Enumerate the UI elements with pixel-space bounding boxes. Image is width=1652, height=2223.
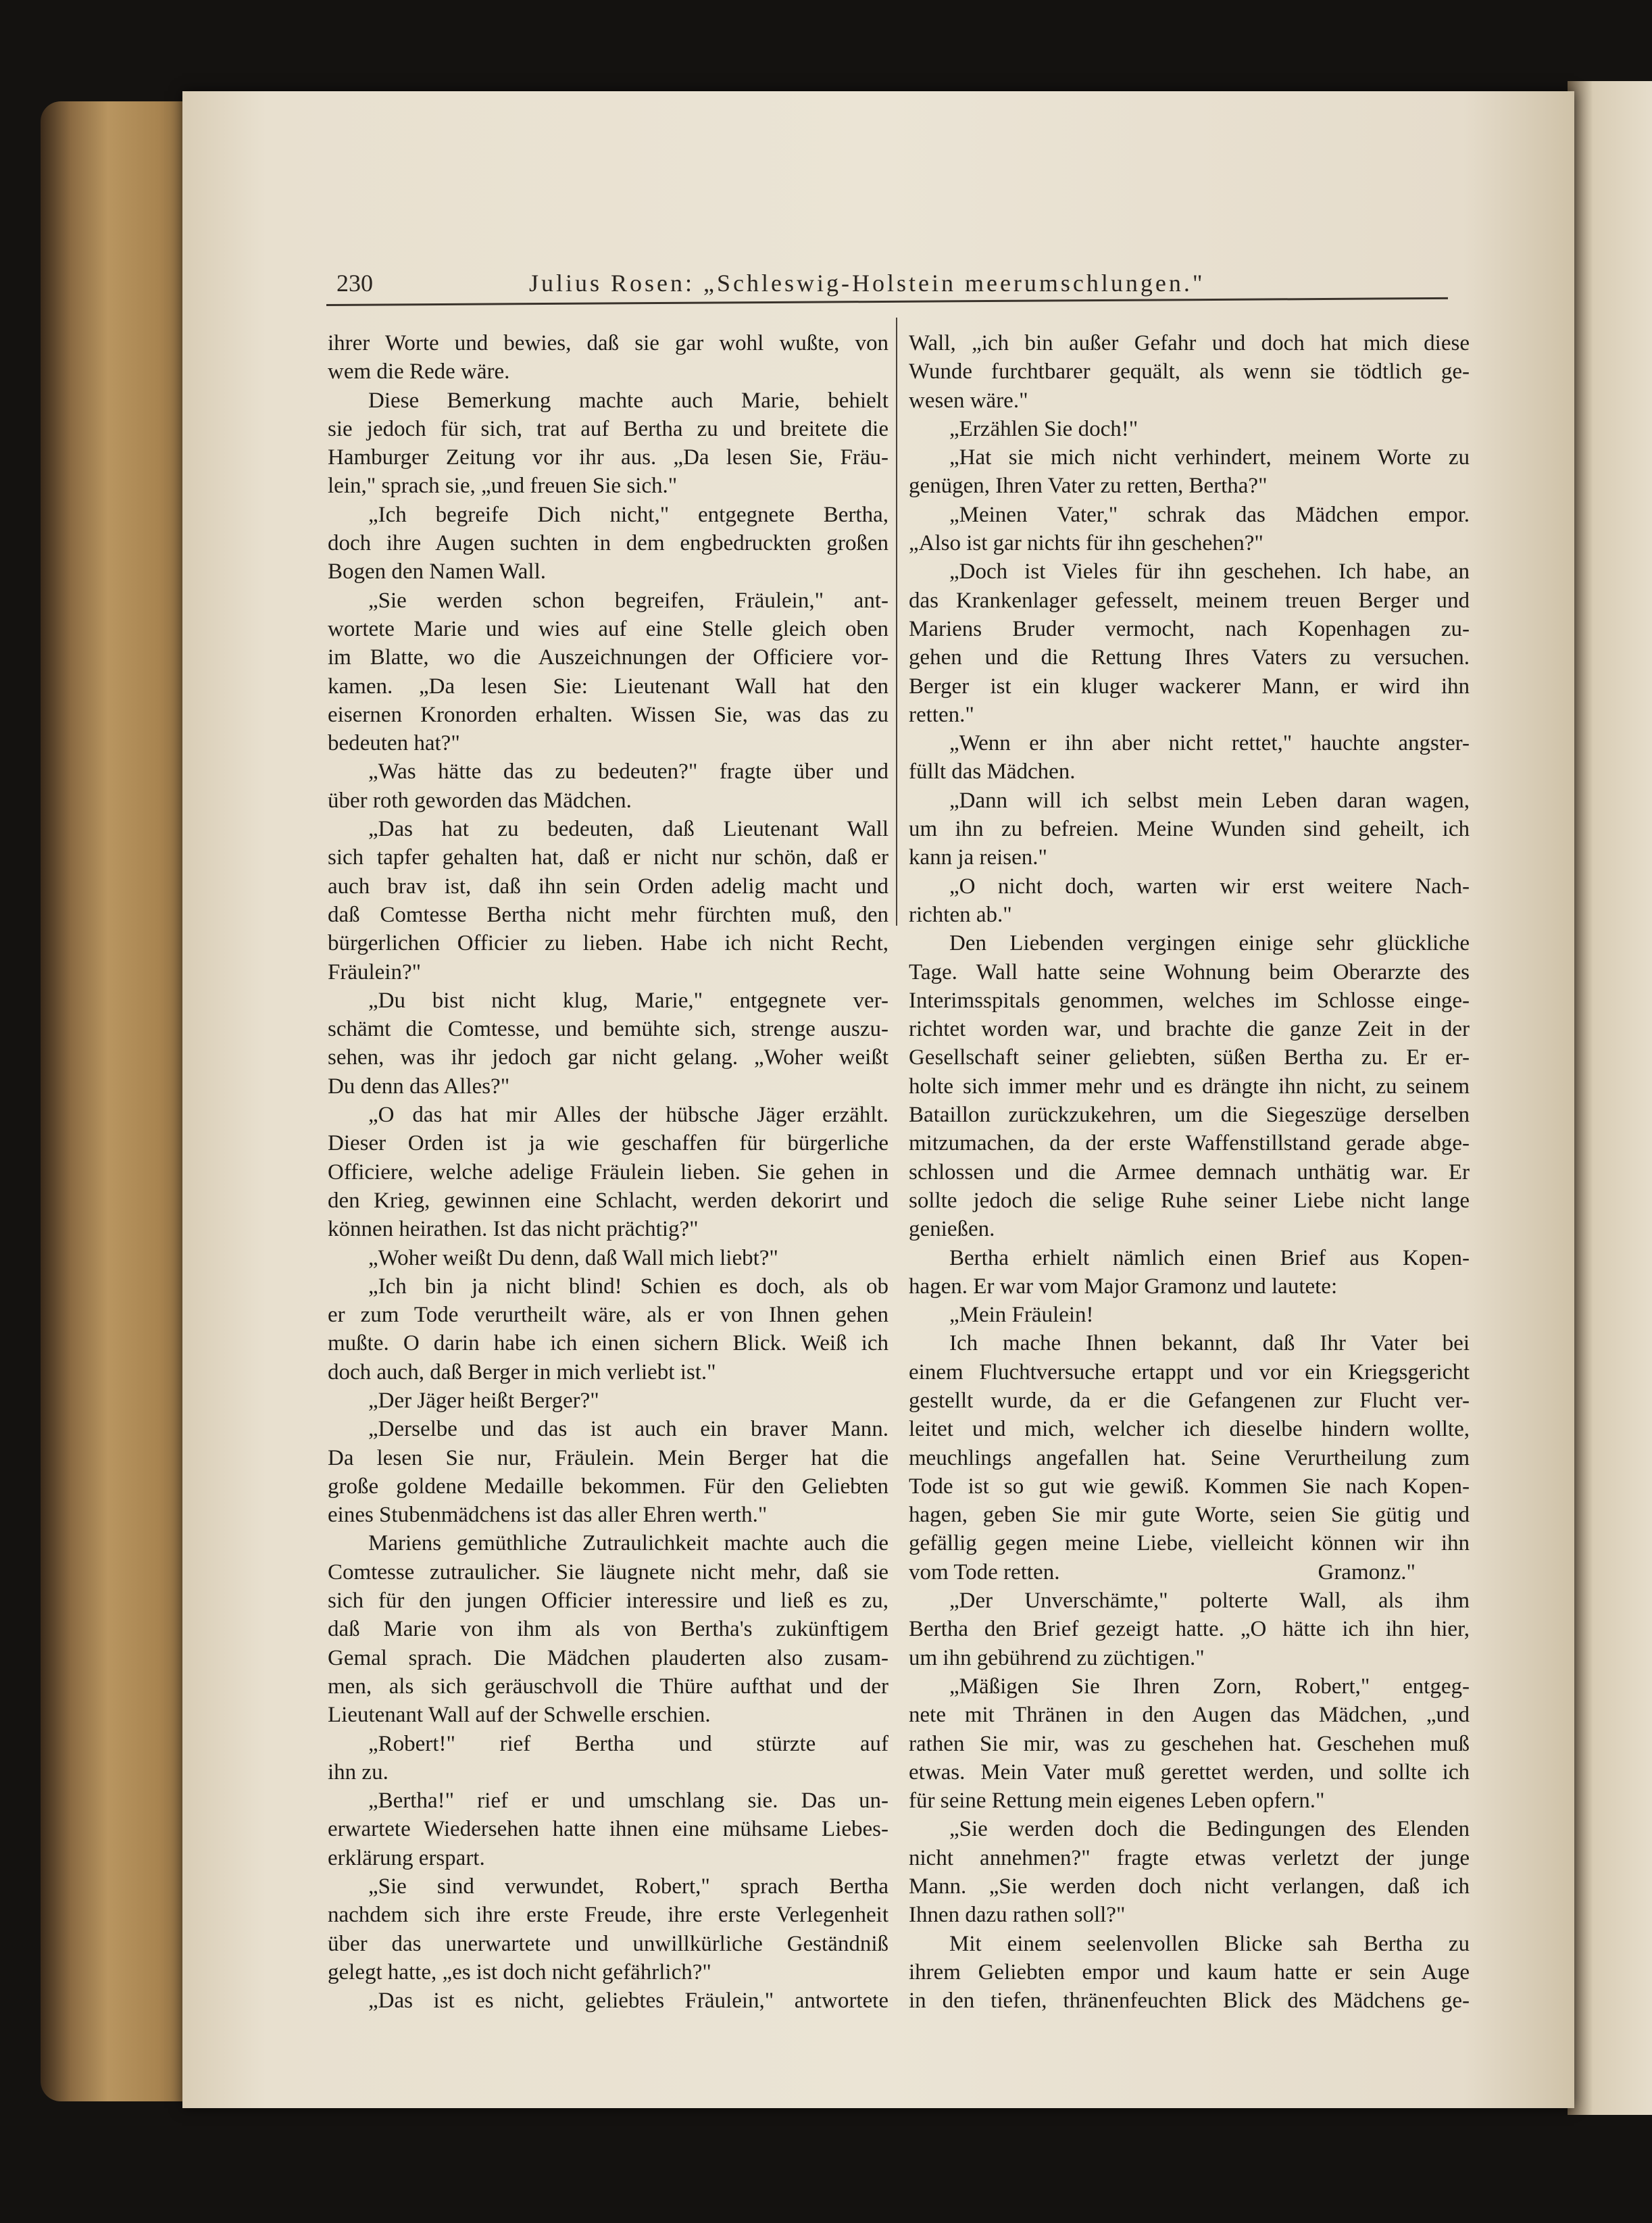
text-line: Ich mache Ihnen bekannt, daß Ihr Vater bei (949, 1331, 1470, 1356)
text-line: Ihnen dazu rathen soll?" (909, 1903, 1126, 1928)
text-line: „Ich begreife Dich nicht," entgegnete Bertha, (368, 502, 888, 527)
text-line: nachdem sich ihre erste Freude, ihre erste Verlegenheit (328, 1903, 888, 1928)
paragraph (909, 1301, 1470, 1329)
paragraph (909, 1329, 1470, 1587)
text-line: bedeuten hat?" (328, 731, 460, 756)
text-line: Da lesen Sie nur, Fräulein. Mein Berger hat die (328, 1445, 888, 1470)
text-line: „Mäßigen Sie Ihren Zorn, Robert," entgeg- (949, 1674, 1470, 1699)
text-line: doch auch, daß Berger in mich verliebt ist." (328, 1359, 716, 1384)
text-line: Wall, „ich bin außer Gefahr und doch hat mich diese (909, 331, 1470, 355)
text-line: wem die Rede wäre. (328, 359, 510, 384)
letter-signature: Gramonz." (1318, 1559, 1416, 1584)
text-line: sie jedoch für sich, trat auf Bertha zu und breitete die (328, 416, 888, 441)
text-line: „Sie werden doch die Bedingungen des Elenden (949, 1817, 1470, 1842)
text-line: eines Stubenmädchens ist das aller Ehren werth." (328, 1503, 768, 1528)
text-line: „O das hat mir Alles der hübsche Jäger erzählt. (368, 1103, 888, 1128)
text-line: Hamburger Zeitung vor ihr aus. „Da lesen Sie, Fräu- (328, 445, 888, 470)
paragraph (909, 1587, 1470, 1672)
text-line: „Das hat zu bedeuten, daß Lieutenant Wall (368, 817, 888, 842)
text-line: über das unerwartete und unwillkürliche Geständniß (328, 1931, 888, 1956)
text-line: Bogen den Namen Wall. (328, 559, 546, 584)
text-line: hagen, geben Sie mir gute Worte, seien Sie gütig und (909, 1503, 1470, 1528)
paragraph (328, 386, 888, 501)
text-line: Dieser Orden ist ja wie geschaffen für bürgerliche (328, 1131, 888, 1156)
text-line: Diese Bemerkung machte auch Marie, behielt (368, 388, 888, 413)
text-line: wortete Marie und wies auf eine Stelle gleich oben (328, 616, 888, 641)
text-line: eisernen Kronorden erhalten. Wissen Sie, was das zu (328, 702, 888, 727)
paragraph (328, 1787, 888, 1872)
text-line-content: vom Tode retten. (909, 1559, 1060, 1584)
text-line: erklärung erspart. (328, 1845, 485, 1870)
text-line: schlossen und die Armee demnach unthätig war. Er (909, 1159, 1470, 1184)
text-line: rathen Sie mir, was zu geschehen hat. Geschehen muß (909, 1731, 1470, 1756)
text-line: wesen wäre." (909, 388, 1028, 413)
text-line: „Ich bin ja nicht blind! Schien es doch, als ob (368, 1274, 888, 1299)
text-line: den Krieg, gewinnen eine Schlacht, werden dekorirt und (328, 1188, 888, 1213)
paragraph (328, 1101, 888, 1243)
text-line: „Wenn er ihn aber nicht rettet," hauchte angster- (949, 731, 1470, 756)
paragraph (909, 729, 1470, 786)
text-column-right (909, 329, 1470, 2016)
text-line: „Hat sie mich nicht verhindert, meinem Worte zu (949, 445, 1470, 470)
text-line: im Blatte, wo die Auszeichnungen der Officiere vor- (328, 645, 888, 670)
paragraph (328, 1529, 888, 1729)
text-line: „Du bist nicht klug, Marie," entgegnete ver- (368, 988, 888, 1013)
text-line: kamen. „Da lesen Sie: Lieutenant Wall hat den (328, 674, 888, 699)
running-title: Julius Rosen: „Schleswig-Holstein meerumschlungen." (529, 270, 1205, 297)
text-line: richtet worden war, und brachte die ganze Zeit in der (909, 1017, 1470, 1042)
paragraph (328, 815, 888, 986)
text-line: „Dann will ich selbst mein Leben daran wagen, (949, 788, 1470, 813)
text-line: holte sich immer mehr und es drängte ihn nicht, zu seinem (909, 1074, 1470, 1099)
text-line: „Der Jäger heißt Berger?" (368, 1388, 599, 1413)
text-line: „Mein Fräulein! (949, 1303, 1094, 1328)
text-line: „Robert!" rief Bertha und stürzte auf (368, 1731, 888, 1756)
text-line: Mariens gemüthliche Zutraulichkeit machte auch die (368, 1531, 888, 1556)
text-line: Bertha erhielt nämlich einen Brief aus Kopen- (949, 1245, 1470, 1270)
text-line: auch brav ist, daß ihn sein Orden adelig macht und (328, 874, 888, 899)
paragraph (909, 1930, 1470, 2016)
text-line: ihn zu. (328, 1759, 389, 1784)
text-line: um ihn zu befreien. Meine Wunden sind geheilt, ich (909, 817, 1470, 842)
text-line: Mann. „Sie werden doch nicht verlangen, daß ich (909, 1874, 1470, 1899)
text-line: über roth geworden das Mädchen. (328, 788, 632, 813)
paragraph (909, 1672, 1470, 1815)
text-line: „Sie werden schon begreifen, Fräulein," ant- (368, 588, 888, 613)
text-line: gelegt hatte, „es ist doch nicht gefährlich?" (328, 1959, 711, 1984)
text-line: erwartete Wiedersehen hatte ihnen eine mühsame Liebes- (328, 1817, 888, 1842)
text-line: das Krankenlager gefesselt, meinem treuen Berger und (909, 588, 1470, 613)
text-line: genießen. (909, 1217, 995, 1242)
text-line: Comtesse zutraulicher. Sie läugnete nicht mehr, daß sie (328, 1559, 888, 1584)
text-line: gehen und die Rettung Ihres Vaters zu versuchen. (909, 645, 1470, 670)
text-line: richten ab." (909, 902, 1012, 927)
text-line: „Das ist es nicht, geliebtes Fräulein," antwortete (368, 1989, 888, 2014)
text-line: retten." (909, 702, 974, 727)
text-line: nete mit Thränen in den Augen das Mädchen, „und (909, 1703, 1470, 1728)
paragraph (328, 986, 888, 1101)
text-line: „Erzählen Sie doch!" (949, 416, 1138, 441)
text-line: Mit einem seelenvollen Blicke sah Bertha zu (949, 1931, 1470, 1956)
text-line: lein," sprach sie, „und freuen Sie sich." (328, 474, 678, 499)
text-line: kann ja reisen." (909, 845, 1047, 870)
facing-page-edge (1568, 81, 1652, 2115)
text-line: nicht annehmen?" fragte etwas verletzt der junge (909, 1845, 1470, 1870)
text-line: Gemal sprach. Die Mädchen plauderten also zusam- (328, 1645, 888, 1670)
text-line: hagen. Er war vom Major Gramonz und lautete: (909, 1274, 1338, 1299)
text-line: Lieutenant Wall auf der Schwelle erschien. (328, 1703, 711, 1728)
text-line: sehen, was ihr jedoch gar nicht gelang. „Woher weißt (328, 1045, 888, 1070)
paragraph (909, 1815, 1470, 1929)
text-line: Du denn das Alles?" (328, 1074, 510, 1099)
text-line: „Der Unverschämte," polterte Wall, als ihm (949, 1589, 1470, 1614)
paragraph (328, 586, 888, 758)
text-line: Berger ist ein kluger wackerer Mann, er wird ihn (909, 674, 1470, 699)
text-line: bürgerlichen Officier zu lieben. Habe ich nicht Recht, (328, 931, 888, 956)
text-line: mitzumachen, da der erste Waffenstillstand gerade abge- (909, 1131, 1470, 1156)
text-line: doch ihre Augen suchten in dem engbedruckten großen (328, 531, 888, 556)
text-line: Mariens Bruder vermocht, nach Kopenhagen zu- (909, 616, 1470, 641)
text-line: daß Marie von ihm als von Bertha's zukünftigem (328, 1617, 888, 1642)
text-line: „Was hätte das zu bedeuten?" fragte über und (368, 759, 888, 784)
paragraph (328, 1730, 888, 1787)
page-number: 230 (336, 270, 373, 297)
text-line: „Woher weißt Du denn, daß Wall mich liebt?" (368, 1245, 778, 1270)
paragraph (909, 872, 1470, 930)
text-line: „Meinen Vater," schrak das Mädchen empor. (949, 502, 1470, 527)
paragraph (909, 443, 1470, 501)
text-line: „Sie sind verwundet, Robert," sprach Bertha (368, 1874, 888, 1899)
text-line: Fräulein?" (328, 959, 422, 984)
paragraph (328, 329, 888, 386)
paragraph (328, 1244, 888, 1272)
text-line: schämt die Comtesse, und bemühte sich, strenge auszu- (328, 1017, 888, 1042)
paragraph (328, 757, 888, 815)
text-line: gefällig gegen meine Liebe, vielleicht können wir ihn (909, 1531, 1470, 1556)
text-line: meuchlings angefallen hat. Seine Verurtheilung zum (909, 1445, 1470, 1470)
text-line: daß Comtesse Bertha nicht mehr fürchten muß, den (328, 902, 888, 927)
column-divider (896, 318, 897, 926)
paragraph (909, 786, 1470, 872)
text-line: große goldene Medaille bekommen. Für den Geliebten (328, 1474, 888, 1499)
paragraph (909, 557, 1470, 729)
text-line: Bataillon zurückzukehren, um die Siegeszüge derselben (909, 1103, 1470, 1128)
text-line: für seine Rettung mein eigenes Leben opfern." (909, 1789, 1325, 1814)
text-line: „Derselbe und das ist auch ein braver Mann. (368, 1417, 888, 1442)
text-line: ihrer Worte und bewies, daß sie gar wohl wußte, von (328, 331, 888, 355)
text-line: um ihn gebührend zu züchtigen." (909, 1645, 1205, 1670)
paragraph (909, 501, 1470, 558)
text-line: mußte. O darin habe ich einen sichern Blick. Weiß ich (328, 1331, 888, 1356)
text-line: sich für den jungen Officier interessire und ließ es zu, (328, 1589, 888, 1614)
text-line: Tage. Wall hatte seine Wohnung beim Oberarzte des (909, 959, 1470, 984)
paragraph (328, 1987, 888, 2015)
text-line: Gesellschaft seiner geliebten, süßen Bertha zu. Er er- (909, 1045, 1470, 1070)
text-line: in den tiefen, thränenfeuchten Blick des Mädchens ge- (909, 1989, 1470, 2014)
text-line: einem Fluchtversuche ertappt und vor ein Kriegsgericht (909, 1359, 1470, 1384)
paragraph (909, 929, 1470, 1243)
text-line: sollte jedoch die selige Ruhe seiner Liebe nicht lange (909, 1188, 1470, 1213)
paragraph (328, 1387, 888, 1415)
text-line: „Doch ist Vieles für ihn geschehen. Ich habe, an (949, 559, 1470, 584)
text-line: „O nicht doch, warten wir erst weitere Nach- (949, 874, 1470, 899)
text-line: Tode ist so gut wie gewiß. Kommen Sie nach Kopen- (909, 1474, 1470, 1499)
text-line: men, als sich geräuschvoll die Thüre aufthat und der (328, 1674, 888, 1699)
text-line: Den Liebenden vergingen einige sehr glückliche (949, 931, 1470, 956)
paragraph (328, 1415, 888, 1529)
text-line: Officiere, welche adelige Fräulein lieben. Sie gehen in (328, 1159, 888, 1184)
text-line: Wunde furchtbarer gequält, als wenn sie tödtlich ge- (909, 359, 1470, 384)
text-line (909, 1558, 1470, 1587)
paragraph (909, 329, 1470, 415)
text-line: leitet und mich, welcher ich dieselbe hindern wollte, (909, 1417, 1470, 1442)
text-line: „Also ist gar nichts für ihn geschehen?" (909, 531, 1263, 556)
text-line: können heirathen. Ist das nicht prächtig?" (328, 1217, 699, 1242)
paragraph (909, 415, 1470, 443)
paragraph (328, 1872, 888, 1987)
text-line: sich tapfer gehalten hat, daß er nicht nur schön, daß er (328, 845, 888, 870)
text-line: etwas. Mein Vater muß gerettet werden, und sollte ich (909, 1759, 1470, 1784)
text-line: ihrem Geliebten empor und kaum hatte er sein Auge (909, 1959, 1470, 1984)
text-line: füllt das Mädchen. (909, 759, 1076, 784)
text-line: Interimsspitals genommen, welches im Schlosse einge- (909, 988, 1470, 1013)
text-line: „Bertha!" rief er und umschlang sie. Das un- (368, 1789, 888, 1814)
text-line: Bertha den Brief gezeigt hatte. „O hätte ich ihn hier, (909, 1617, 1470, 1642)
paragraph (909, 1244, 1470, 1301)
paragraph (328, 1272, 888, 1387)
text-line: genügen, Ihren Vater zu retten, Bertha?" (909, 474, 1268, 499)
text-line: gestellt wurde, da er die Gefangenen zur Flucht ver- (909, 1388, 1470, 1413)
text-column-left (328, 329, 888, 2016)
text-line: er zum Tode verurtheilt wäre, als er von Ihnen gehen (328, 1303, 888, 1328)
paragraph (328, 501, 888, 586)
